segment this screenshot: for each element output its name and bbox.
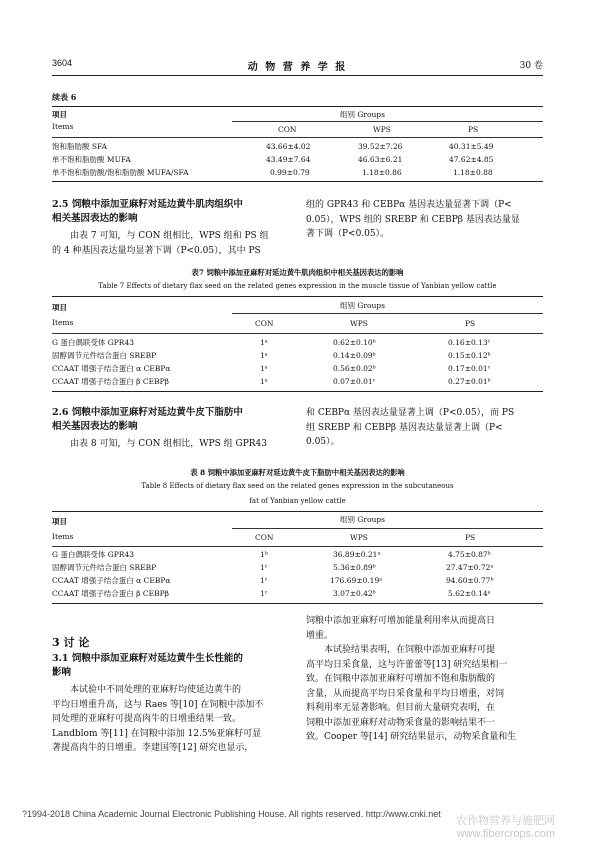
section-title-line: 3.1 饲粮中添加亚麻籽对延边黄牛生长性能的 — [52, 653, 243, 664]
table7-col-ps: PS — [465, 319, 476, 328]
table7-bottom-rule — [52, 391, 543, 392]
table6-bottom-rule — [52, 181, 543, 182]
text-line: 饲粮中添加亚麻籽对动物采食量的影响结果不一 — [306, 717, 496, 728]
text-line: 高平均日采食量，这与许蕾蕾等[13] 研究结果相一 — [306, 659, 508, 670]
table6-item-en: Items — [52, 122, 74, 131]
section-title-line: 相关基因表达的影响 — [52, 421, 138, 432]
table-cell: 27.47±0.72ᵃ — [446, 563, 494, 572]
watermark-line: 农作物营养与施肥网 — [456, 815, 555, 827]
table-cell: 1.18±0.88 — [453, 168, 493, 177]
text-line: 增重。 — [306, 630, 334, 641]
table-cell: 0.27±0.01ᵇ — [448, 377, 491, 386]
table7-col-wps: WPS — [350, 319, 368, 328]
text-line: 饲粮中添加亚麻籽可增加能量利用率从而提高日 — [306, 616, 496, 626]
table-cell: 0.62±0.10ᵇ — [333, 338, 376, 347]
table-cell: 1ᵃ — [260, 338, 268, 347]
section-2-5-text-right — [306, 198, 546, 242]
watermark-line: www.fibercrops.com — [456, 828, 555, 840]
copyright-footer: ?1994-2018 China Academic Journal Electronic Publishing House. All rights reserved. http://www.cnki.net — [22, 809, 441, 819]
table-cell: 4.75±0.87ᵇ — [448, 550, 491, 559]
table-cell: 0.56±0.02ᵇ — [333, 364, 376, 373]
table-cell: 47.62±4.85 — [449, 155, 494, 164]
table8-item-zh: 项目 — [52, 517, 67, 526]
table8-group-rule — [232, 528, 543, 529]
text-line: Landblom 等[11] 在饲粮中添加 12.5%亚麻籽可显 — [52, 728, 262, 739]
table-cell: 0.07±0.01ᶜ — [333, 377, 376, 386]
table7-col-con: CON — [255, 319, 274, 328]
table-cell: 1ᵃ — [260, 351, 268, 360]
table-cell: 1ᶜ — [260, 563, 268, 572]
table8-caption-en-1: Table 8 Effects of dietary flax seed on the related genes expression in the subcutaneous — [141, 482, 454, 490]
table8-head-rule — [52, 546, 543, 547]
table8-groups: 组别 Groups — [340, 515, 385, 524]
table-cell: 0.14±0.09ᵇ — [333, 351, 376, 360]
table-row-label: G 蛋白偶联受体 GPR43 — [52, 338, 134, 347]
table-cell: 46.63±6.21 — [358, 155, 403, 164]
text-line: 由表 8 可知，与 CON 组相比，WPS 组 GPR43 — [70, 439, 267, 449]
section-2-6-title — [52, 406, 292, 434]
table-cell: 43.66±4.02 — [266, 142, 311, 151]
table-cell: 1ᵇ — [260, 550, 268, 559]
text-line: 本试验结果表明，在饲粮中添加亚麻籽可提 — [324, 645, 496, 655]
table-row-label: 固醇调节元件结合蛋白 SREBP — [52, 563, 157, 572]
table-cell: 94.60±0.77ᵇ — [446, 576, 494, 585]
table-cell: 39.52±7.26 — [358, 142, 403, 151]
section-2-5-title — [52, 198, 292, 226]
text-line: 致。Cooper 等[14] 研究结果显示，动物采食量和生 — [306, 732, 517, 742]
table7-caption-en: Table 7 Effects of dietary flax seed on the related genes expression in the muscle tissue of Yanbian yellow cattle — [98, 282, 497, 290]
section-3-1-title — [52, 652, 292, 680]
text-line: 平均日增重升高，这与 Raes 等[10] 在饲粮中添加不 — [52, 699, 264, 710]
table-cell: 1ᶜ — [260, 576, 268, 585]
table-cell: 43.49±7.64 — [266, 155, 311, 164]
section-title-line: 相关基因表达的影响 — [52, 213, 138, 224]
table-cell: 0.15±0.12ᵇ — [448, 351, 491, 360]
table6-col-wps: WPS — [373, 125, 391, 134]
running-header — [52, 58, 543, 74]
table8-col-wps: WPS — [350, 533, 368, 542]
section-3-1-text-left — [52, 683, 292, 756]
text-line: 和 CEBPα 基因表达量显著上调（P<0.05），而 PS — [306, 408, 515, 418]
text-line: 著提高肉牛的日增重。李建国等[12] 研究也显示， — [52, 743, 254, 753]
table7-caption-zh: 表7 饲粮中添加亚麻籽对延边黄牛肌肉组织中相关基因表达的影响 — [191, 268, 404, 277]
table6-head-rule — [52, 137, 543, 138]
text-line: 0.05）。 — [306, 437, 340, 447]
text-line: 组 SREBP 和 CEBPβ 基因表达量显著上调（P< — [306, 422, 503, 433]
table6-caption: 续表 6 — [52, 92, 77, 102]
table8-col-ps: PS — [465, 533, 476, 542]
table-cell: 3.07±0.42ᵇ — [333, 589, 376, 598]
table6-group-rule — [232, 121, 543, 122]
table-cell: 1.18±0.86 — [362, 168, 402, 177]
table8-bottom-rule — [52, 603, 543, 604]
text-line: 0.05），WPS 组的 SREBP 和 CEBPβ 基因表达量显 — [306, 214, 520, 225]
table7-item-en: Items — [52, 318, 74, 327]
text-line: 同处理的亚麻籽可提高肉牛的日增重结果一致。 — [52, 714, 242, 724]
table8-item-en: Items — [52, 532, 74, 541]
section-2-6-text-right — [306, 406, 546, 450]
table-cell: 40.31±5.49 — [449, 142, 494, 151]
table-row-label: CCAAT 增强子结合蛋白 α CEBPα — [52, 364, 171, 373]
table-cell: 0.17±0.01ᶜ — [448, 364, 491, 373]
table-row-label: CCAAT 增强子结合蛋白 β CEBPβ — [52, 377, 169, 386]
table-row-label: 单不饱和脂肪酸/饱和脂肪酸 MUFA/SFA — [52, 168, 189, 177]
text-line: 含量，从而提高平均日采食量和平均日增重，对饲 — [306, 688, 505, 699]
table-cell: 1ᶜ — [260, 589, 268, 598]
text-line: 由表 7 可知，与 CON 组相比，WPS 组和 PS 组 — [70, 231, 269, 241]
table-cell: 1ᵃ — [260, 377, 268, 386]
table-row-label: 饱和脂肪酸 SFA — [52, 142, 107, 151]
table-cell: 5.36±0.89ᵇ — [333, 563, 376, 572]
volume-label: 30 卷 — [519, 61, 543, 71]
table6-col-ps: PS — [468, 125, 479, 134]
table8-col-con: CON — [255, 533, 274, 542]
text-line: 组的 GPR43 和 CEBPα 基因表达量显著下调（P< — [306, 200, 512, 210]
table7-top-rule — [52, 296, 543, 297]
section-2-6-text-left — [52, 437, 292, 452]
table8-top-rule — [52, 511, 543, 512]
text-line: 致。在饲粮中添加亚麻籽可增加不饱和脂肪酸的 — [306, 674, 496, 684]
section-title-line: 影响 — [52, 667, 72, 678]
table8-caption-zh: 表 8 饲粮中添加亚麻籽对延边黄牛皮下脂肪中相关基因表达的影响 — [190, 468, 405, 477]
page-number: 3604 — [52, 58, 73, 68]
text-line: 本试验中不同处理的亚麻籽均使延边黄牛的 — [70, 685, 242, 695]
header-rule — [52, 75, 543, 76]
section-2-5-text-left — [52, 229, 292, 258]
text-line: 料利用率无显著影响。但目前大量研究表明，在 — [306, 703, 496, 713]
section-title-line: 2.6 饲粮中添加亚麻籽对延边黄牛皮下脂肪中 — [52, 407, 243, 418]
table-row-label: CCAAT 增强子结合蛋白 β CEBPβ — [52, 589, 169, 598]
table-cell: 176.69±0.19ᵃ — [330, 576, 383, 585]
table-cell: 36.89±0.21ᵃ — [333, 550, 381, 559]
table6-col-con: CON — [278, 125, 297, 134]
table7-group-rule — [232, 313, 543, 314]
watermark — [456, 815, 555, 841]
section-title-line: 2.5 饲粮中添加亚麻籽对延边黄牛肌肉组织中 — [52, 199, 243, 210]
text-line: 著下调（P<0.05）。 — [306, 229, 390, 239]
journal-title: 动 物 营 养 学 报 — [247, 62, 348, 73]
table8-caption-en-2: fat of Yanbian yellow cattle — [249, 497, 346, 505]
table6-top-rule — [52, 106, 543, 107]
table-row-label: 固醇调节元件结合蛋白 SREBP — [52, 351, 157, 360]
table-row-label: G 蛋白偶联受体 GPR43 — [52, 550, 134, 559]
table-cell: 5.62±0.14ᵃ — [448, 589, 491, 598]
table7-groups: 组别 Groups — [340, 301, 385, 310]
table7-item-zh: 项目 — [52, 303, 67, 312]
table7-head-rule — [52, 333, 543, 334]
table6-item-zh: 项目 — [52, 110, 67, 119]
section-3-text-right — [306, 614, 546, 745]
table-row-label: 单不饱和脂肪酸 MUFA — [52, 155, 131, 164]
text-line: 的 4 种基因表达量均显著下调（P<0.05），其中 PS — [52, 245, 261, 256]
table-cell: 1ᵃ — [260, 364, 268, 373]
table6-groups: 组别 Groups — [340, 110, 385, 119]
table-row-label: CCAAT 增强子结合蛋白 α CEBPα — [52, 576, 171, 585]
section-3-title: 3 讨 论 — [52, 636, 90, 649]
table-cell: 0.99±0.79 — [270, 168, 310, 177]
table-cell: 0.16±0.13ᶜ — [448, 338, 491, 347]
